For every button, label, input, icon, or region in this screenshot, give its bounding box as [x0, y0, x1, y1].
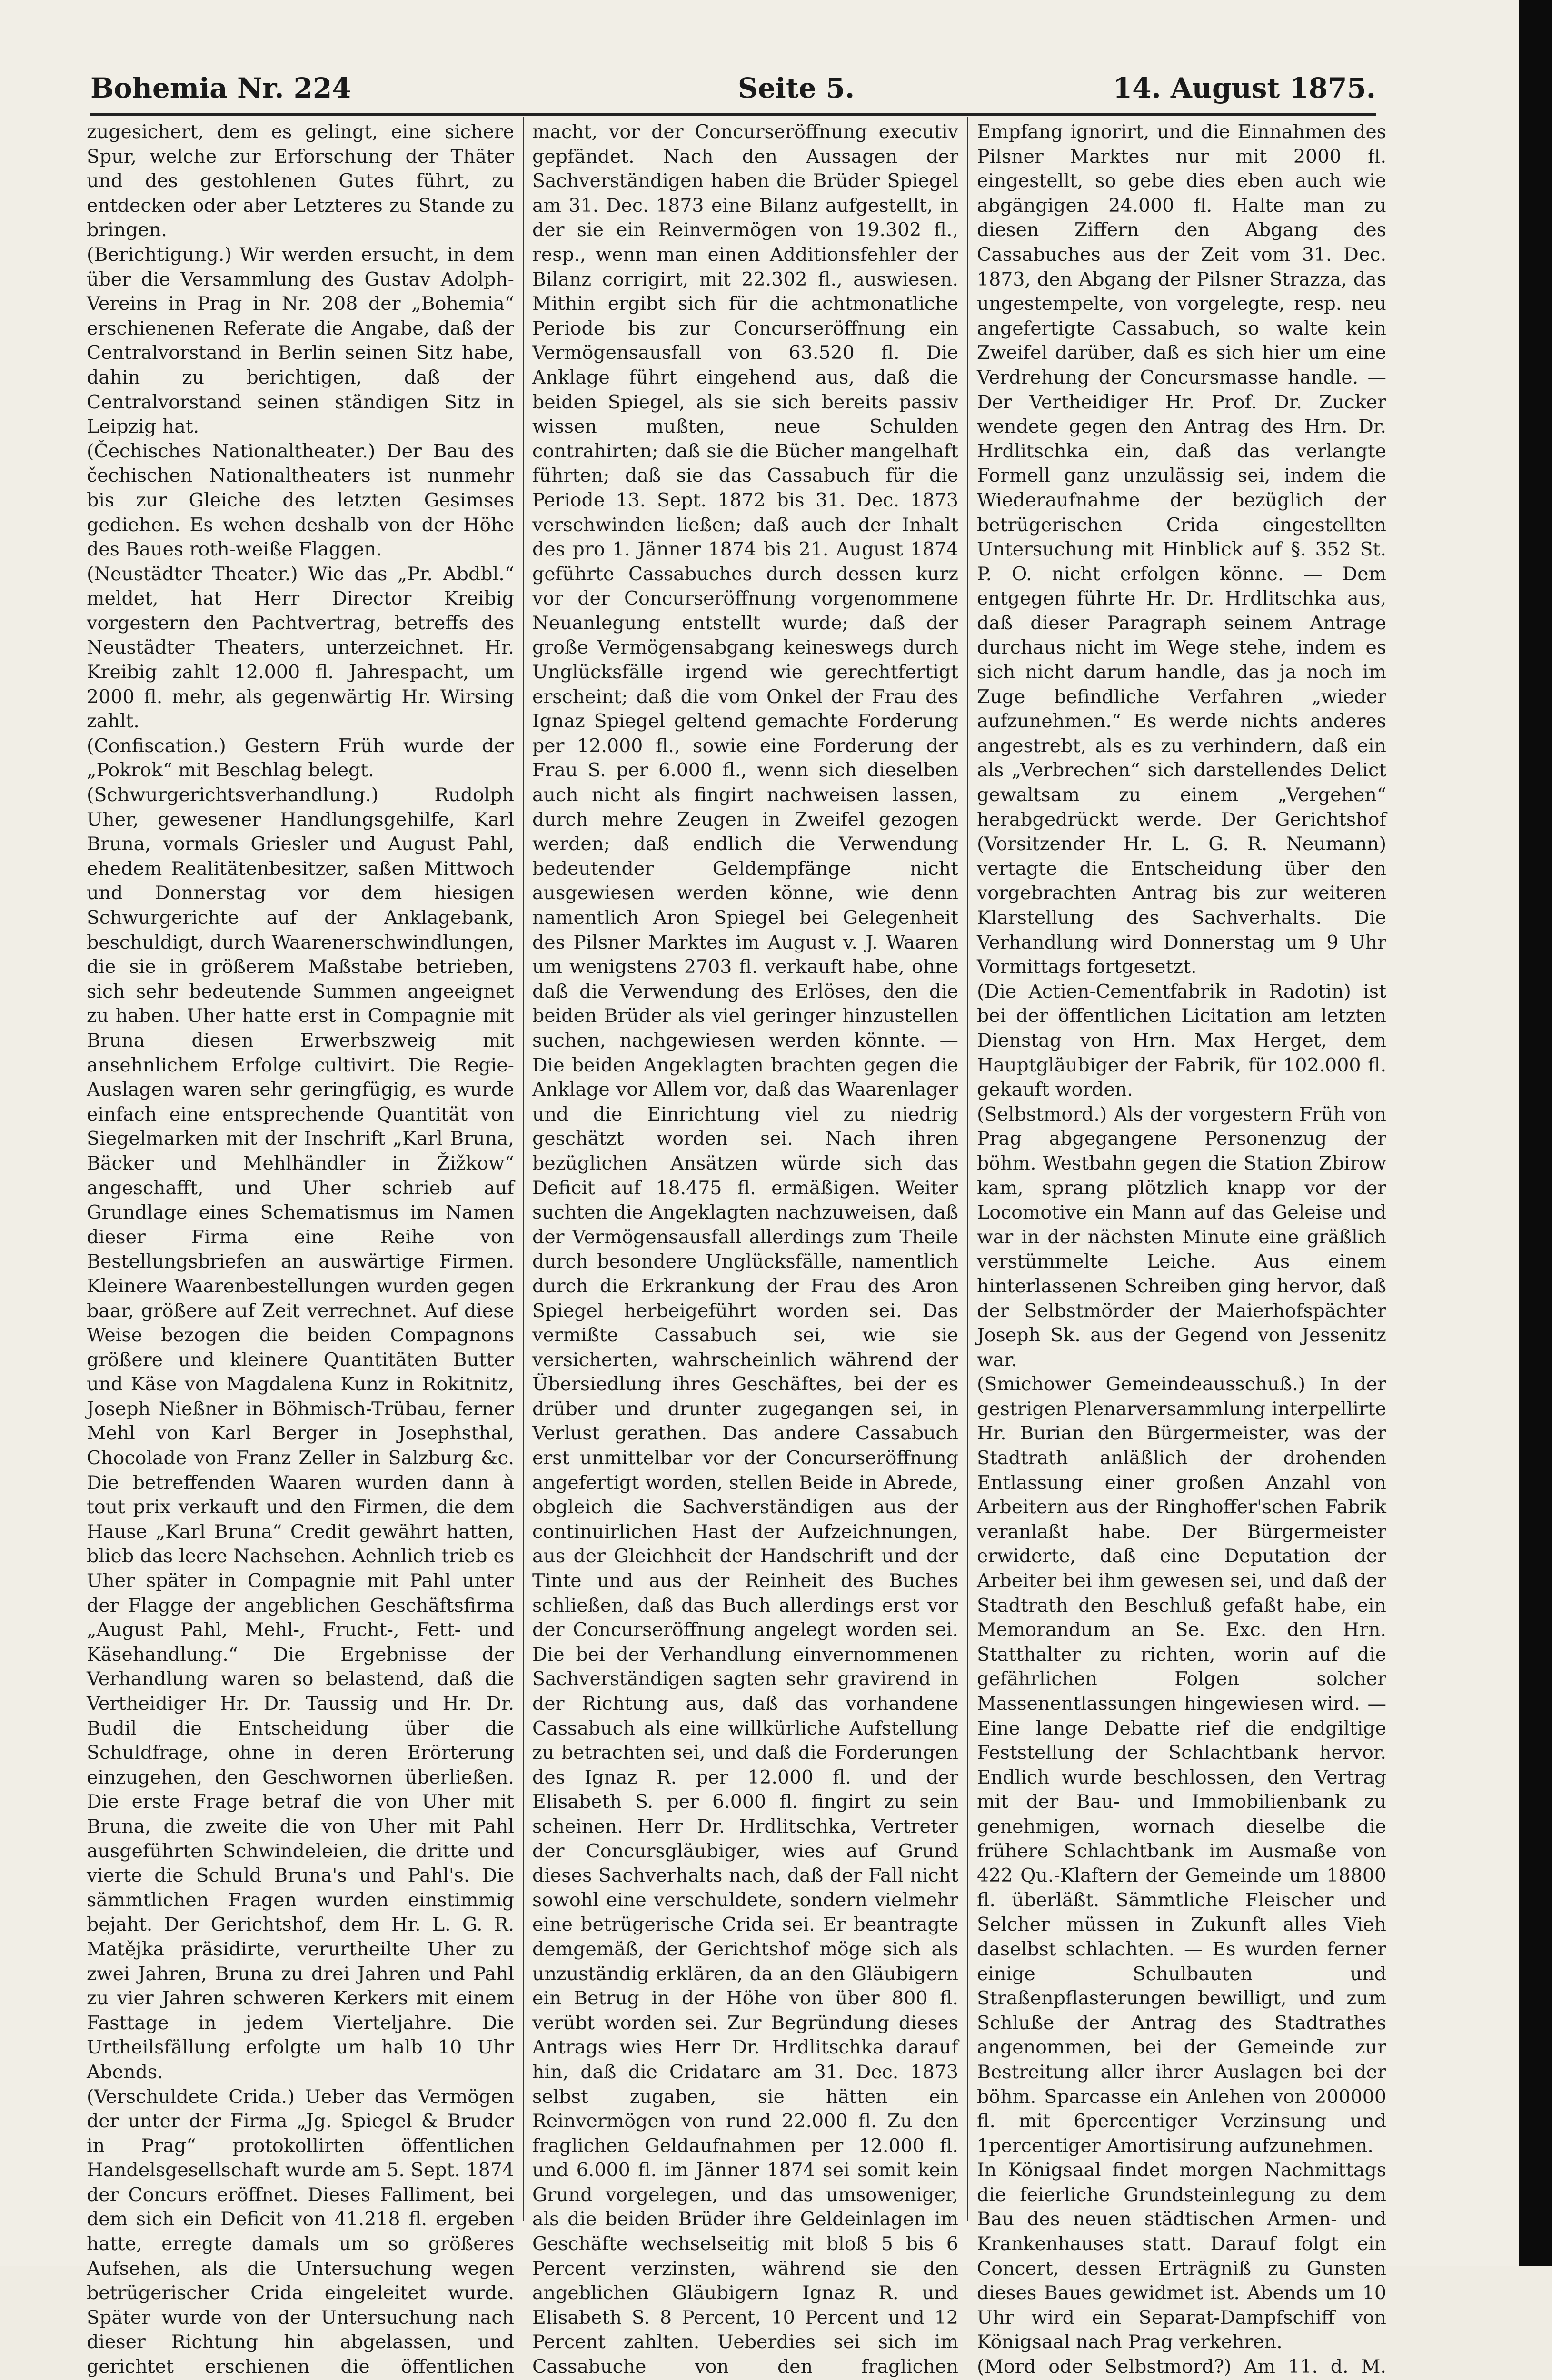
article-paragraph: (Schwurgerichtsverhandlung.) Rudolph Uher, gewesener Handlungsgehilfe, Karl Bruna, vormals Griesler und August Pahl, ehedem Realitätenbesitzer, saßen Mittwoch und Donnerstag vor dem hiesigen Schwurgerichte auf der Anklagebank, beschuldigt, durch Waarenerschwindlungen, die sie in größerem Maßstabe betrieben, sich sehr bedeutende Summen angeeignet zu haben. Uher hatte erst in Compagnie mit Bruna diesen Erwerbszweig mit ansehnlichem Erfolge cultivirt. Die Regie-Auslagen waren sehr geringfügig, es wurde einfach eine entsprechende Quantität von Siegelmarken mit der Inschrift „Karl Bruna, Bäcker und Mehlhändler in Žižkow“ angeschafft, und Uher schrieb auf Grundlage eines Schematismus im Namen dieser Firma eine Reihe von Bestellungsbriefen an auswärtige Firmen. Kleinere Waarenbestellungen wurden gegen baar, größere auf Zeit verrechnet. Auf diese Weise bezogen die beiden Compagnons größere und kleinere Quantitäten Butter und Käse von Magdalena Kunz in Rokitnitz, Joseph Nießner in Böhmisch-Trübau, ferner Mehl von Karl Berger in Josephsthal, Chocolade von Franz Zeller in Salzburg &c. Die betreffenden Waaren wurden dann à tout prix verkauft und den Firmen, die dem Hause „Karl Bruna“ Credit gewährt hatten, blieb das leere Nachsehen. Aehnlich trieb es Uher später in Compagnie mit Pahl unter der Flagge der angeblichen Geschäftsfirma „August Pahl, Mehl-, Frucht-, Fett- und Käsehandlung.“ Die Ergebnisse der Verhandlung waren so belastend, daß die Vertheidiger Hr. Dr. Taussig und Hr. Dr. Budil die Entscheidung über die Schuldfrage, ohne in deren Erörterung einzugehen, den Geschwornen überließen. Die erste Frage betraf die von Uher mit Bruna, die zweite die von Uher mit Pahl ausgeführten Schwindeleien, die dritte und vierte die Schuld Bruna's und Pahl's. Die sämmtlichen Fragen wurden einstimmig bejaht. Der Gerichtshof, dem Hr. L. G. R. Matějka präsidirte, verurtheilte Uher zu zwei Jahren, Bruna zu drei Jahren und Pahl zu vier Jahren schweren Kerkers mit einem Fasttage in jedem Vierteljahre. Die Urtheilsfällung erfolgte um halb 10 Uhr Abends.: [87, 783, 514, 2084]
article-paragraph: (Čechisches Nationaltheater.) Der Bau des čechischen Nationaltheaters ist nunmehr bis zur Gleiche des letzten Gesimses gediehen. Es wehen deshalb von der Höhe des Baues roth-weiße Flaggen.: [87, 439, 514, 562]
column-1: [87, 120, 514, 2219]
header-date: 14. August 1875.: [1113, 62, 1376, 114]
article-paragraph: macht, vor der Concurseröffnung executiv gepfändet. Nach den Aussagen der Sachverständigen haben die Brüder Spiegel am 31. Dec. 1873 eine Bilanz aufgestellt, in der sie ein Reinvermögen von 19.302 fl., resp., wenn man einen Additionsfehler der Bilanz corrigirt, mit 22.302 fl., auswiesen. Mithin ergibt sich für die achtmonatliche Periode bis zur Concurseröffnung ein Vermögensausfall von 63.520 fl. Die Anklage führt eingehend aus, daß die beiden Spiegel, als sie sich bereits passiv wissen mußten, neue Schulden contrahirten; daß sie die Bücher mangelhaft führten; daß sie das Cassabuch für die Periode 13. Sept. 1872 bis 31. Dec. 1873 verschwinden ließen; daß auch der Inhalt des pro 1. Jänner 1874 bis 21. August 1874 geführte Cassabuches durch dessen kurz vor der Concurseröffnung vorgenommene Neuanlegung entstellt wurde; daß der große Vermögensabgang keineswegs durch Unglücksfälle irgend wie gerechtfertigt erscheint; daß die vom Onkel der Frau des Ignaz Spiegel geltend gemachte Forderung per 12.000 fl., sowie eine Forderung der Frau S. per 6.000 fl., wenn sich dieselben auch nicht als fingirt nachweisen lassen, durch mehre Zeugen in Zweifel gezogen werden; daß endlich die Verwendung bedeutender Geldempfänge nicht ausgewiesen werden könne, wie denn namentlich Aron Spiegel bei Gelegenheit des Pilsner Marktes im August v. J. Waaren um wenigstens 2703 fl. verkauft habe, ohne daß die Verwendung des Erlöses, den die beiden Brüder als viel geringer hinzustellen suchen, nachgewiesen werden könnte. — Die beiden Angeklagten brachten gegen die Anklage vor Allem vor, daß das Waarenlager und die Einrichtung viel zu niedrig geschätzt worden sei. Nach ihren bezüglichen Ansätzen würde sich das Deficit auf 18.475 fl. ermäßigen. Weiter suchten die Angeklagten nachzuweisen, daß der Vermögensausfall allerdings zum Theile durch besondere Unglücksfälle, namentlich durch die Erkrankung der Frau des Aron Spiegel herbeigeführt worden sei. Das vermißte Cassabuch sei, wie sie versicherten, wahrscheinlich während der Übersiedlung ihres Geschäftes, bei der es drüber und drunter zugegangen sei, in Verlust gerathen. Das andere Cassabuch erst unmittelbar vor der Concurseröffnung angefertigt worden, stellen Beide in Abrede, obgleich die Sachverständigen aus der continuirlichen Hast der Aufzeichnungen, aus der Gleichheit der Handschrift und der Tinte und aus der Reinheit des Buches schließen, daß das Buch allerdings erst vor der Concurseröffnung angelegt worden sei. Die bei der Verhandlung einvernommenen Sachverständigen sagten sehr gravirend in der Richtung aus, daß das vorhandene Cassabuch als eine willkürliche Aufstellung zu betrachten sei, und daß die Forderungen des Ignaz R. per 12.000 fl. und der Elisabeth S. per 6.000 fl. fingirt zu sein scheinen. Herr Dr. Hrdlitschka, Vertreter der Concursgläubiger, wies auf Grund dieses Sachverhalts nach, daß der Fall nicht sowohl eine verschuldete, sondern vielmehr eine betrügerische Crida sei. Er beantragte demgemäß, der Gerichtshof möge sich als unzuständig erklären, da an den Gläubigern ein Betrug in der Höhe von über 800 fl. verübt worden sei. Zur Begründung dieses Antrags wies Herr Dr. Hrdlitschka darauf hin, daß die Cridatare am 31. Dec. 1873 selbst zugaben, sie hätten ein Reinvermögen von rund 22.000 fl. Zu den fraglichen Geldaufnahmen per 12.000 fl. und 6.000 fl. im Jänner 1874 sei somit kein Grund vorgelegen, und das umsoweniger, als die beiden Brüder ihre Geldeinlagen im Geschäfte wechselseitig mit bloß 5 bis 6 Percent verzinsten, während sie den angeblichen Gläubigern Ignaz R. und Elisabeth S. 8 Percent, 10 Percent und 12 Percent zahlten. Ueberdies sei sich im Cassabuche von den fraglichen: [532, 120, 958, 2380]
column-divider: [523, 117, 524, 2221]
header-issue: Bohemia Nr. 224: [90, 62, 351, 114]
header-page-number: Seite 5.: [738, 62, 855, 114]
page-header: [86, 62, 1381, 114]
article-paragraph: (Selbstmord.) Als der vorgestern Früh von Prag abgegangene Personenzug der böhm. Westbahn gegen die Station Zbirow kam, sprang plötzlich knapp vor der Locomotive ein Mann auf das Geleise und war in der nächsten Minute eine gräßlich verstümmelte Leiche. Aus einem hinterlassenen Schreiben ging hervor, daß der Selbstmörder der Maierhofspächter Joseph Sk. aus der Gegend von Jessenitz war.: [977, 1102, 1386, 1373]
article-paragraph: In Königsaal findet morgen Nachmittags die feierliche Grundsteinlegung zu dem Bau des neuen städtischen Armen- und Krankenhauses statt. Darauf folgt ein Concert, dessen Erträgniß zu Gunsten dieses Baues gewidmet ist. Abends um 10 Uhr wird ein Separat-Dampfschiff von Königsaal nach Prag verkehren.: [977, 2158, 1386, 2355]
article-paragraph: (Smichower Gemeindeausschuß.) In der gestrigen Plenarversammlung interpellirte Hr. Burian den Bürgermeister, was der Stadtrath anläßlich der drohenden Entlassung einer großen Anzahl von Arbeitern aus der Ringhoffer'schen Fabrik veranlaßt habe. Der Bürgermeister erwiderte, daß eine Deputation der Arbeiter bei ihm gewesen sei, und daß der Stadtrath den Beschluß gefaßt habe, ein Memorandum an Se. Exc. den Hrn. Statthalter zu richten, worin auf die gefährlichen Folgen solcher Massenentlassungen hingewiesen wird. — Eine lange Debatte rief die endgiltige Feststellung der Schlachtbank hervor. Endlich wurde beschlossen, den Vertrag mit der Bau- und Immobilienbank zu genehmigen, wornach dieselbe die frühere Schlachtbank im Ausmaße von 422 Qu.-Klaftern der Gemeinde um 18800 fl. überläßt. Sämmtliche Fleischer und Selcher müssen in Zukunft alles Vieh daselbst schlachten. — Es wurden ferner einige Schulbauten und Straßenpflasterungen bewilligt, und zum Schluße der Antrag des Stadtrathes angenommen, bei der Gemeinde zur Bestreitung aller ihrer Auslagen bei der böhm. Sparcasse ein Anlehen von 200000 fl. mit 6percentiger Verzinsung und 1percentiger Amortisirung aufzunehmen.: [977, 1372, 1386, 2158]
column-divider: [967, 117, 968, 2221]
article-paragraph: (Verschuldete Crida.) Ueber das Vermögen der unter der Firma „Jg. Spiegel & Bruder in Prag“ protokollirten öffentlichen Handelsgesellschaft wurde am 5. Sept. 1874 der Concurs eröffnet. Dieses Falliment, bei dem sich ein Deficit von 41.218 fl. ergeben hatte, erregte damals um so größeres Aufsehen, als die Untersuchung wegen betrügerischer Crida eingeleitet wurde. Später wurde von der Untersuchung nach dieser Richtung hin abgelassen, und gerichtet erschienen die öffentlichen: [87, 2085, 514, 2380]
article-paragraph: (Berichtigung.) Wir werden ersucht, in dem über die Versammlung des Gustav Adolph-Vereins in Prag in Nr. 208 der „Bohemia“ erschienenen Referate die Angabe, daß der Centralvorstand in Berlin seinen Sitz habe, dahin zu berichtigen, daß der Centralvorstand seinen ständigen Sitz in Leipzig hat.: [87, 243, 514, 439]
article-paragraph: Empfang ignorirt, und die Einnahmen des Pilsner Marktes nur mit 2000 fl. eingestellt, so gebe dies eben auch wie abgängigen 24.000 fl. Halte man zu diesen Ziffern den Abgang des Cassabuches aus der Zeit vom 31. Dec. 1873, den Abgang der Pilsner Strazza, das ungestempelte, von vorgelegte, resp. neu angefertigte Cassabuch, so walte kein Zweifel darüber, daß es sich hier um eine Verdrehung der Concursmasse handle. — Der Vertheidiger Hr. Prof. Dr. Zucker wendete gegen den Antrag des Hrn. Dr. Hrdlitschka ein, daß das verlangte Formell ganz unzulässig sei, indem die Wiederaufnahme der bezüglich der betrügerischen Crida eingestellten Untersuchung mit Hinblick auf §. 352 St. P. O. nicht erfolgen könne. — Dem entgegen führte Hr. Dr. Hrdlitschka aus, daß dieser Paragraph seinem Antrage durchaus nicht im Wege stehe, indem es sich nicht darum handle, das ja noch im Zuge befindliche Verfahren „wieder aufzunehmen.“ Es werde nichts anderes angestrebt, als es zu verhindern, daß ein als „Verbrechen“ sich darstellendes Delict gewaltsam zu einem „Vergehen“ herabgedrückt werde. Der Gerichtshof (Vorsitzender Hr. L. G. R. Neumann) vertagte die Entscheidung über den vorgebrachten Antrag bis zur weiteren Klarstellung des Sachverhalts. Die Verhandlung wird Donnerstag um 9 Uhr Vormittags fortgesetzt.: [977, 120, 1386, 980]
article-paragraph: (Confiscation.) Gestern Früh wurde der „Pokrok“ mit Beschlag belegt.: [87, 734, 514, 783]
column-3: [977, 120, 1386, 2219]
column-2: [532, 120, 958, 2219]
article-paragraph: (Mord oder Selbstmord?) Am 11. d. M.: [977, 2355, 1386, 2380]
header-rule: [90, 113, 1376, 116]
article-paragraph: (Neustädter Theater.) Wie das „Pr. Abdbl.“ meldet, hat Herr Director Kreibig vorgestern den Pachtvertrag, betreffs des Neustädter Theaters, unterzeichnet. Hr. Kreibig zahlt 12.000 fl. Jahrespacht, um 2000 fl. mehr, als gegenwärtig Hr. Wirsing zahlt.: [87, 562, 514, 734]
scan-border: [1519, 0, 1552, 2266]
article-paragraph: (Die Actien-Cementfabrik in Radotin) ist bei der öffentlichen Licitation am letzten Dienstag von Hrn. Max Herget, dem Hauptgläubiger der Fabrik, für 102.000 fl. gekauft worden.: [977, 980, 1386, 1102]
article-paragraph: zugesichert, dem es gelingt, eine sichere Spur, welche zur Erforschung der Thäter und des gestohlenen Gutes führt, zu entdecken oder aber Letzteres zu Stande zu bringen.: [87, 120, 514, 243]
